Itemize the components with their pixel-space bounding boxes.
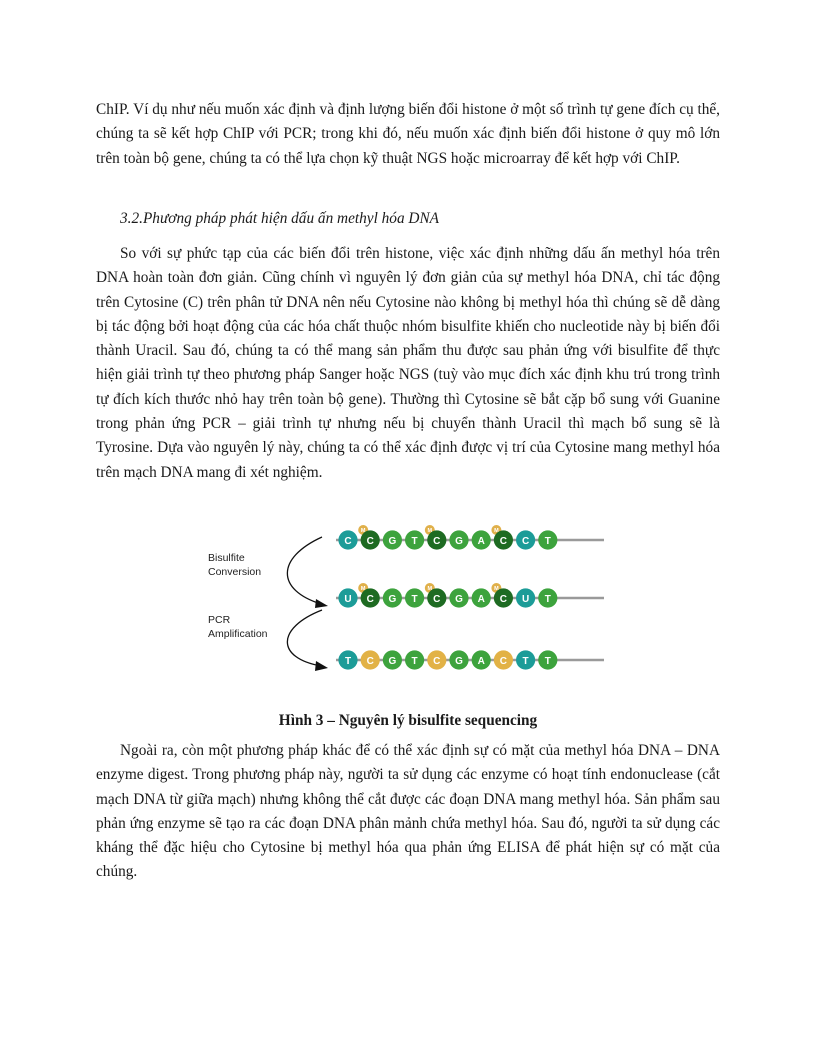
paragraph-chip: ChIP. Ví dụ như nếu muốn xác định và định lượng biến đổi histone ở một số trình tự gene đích cụ thể, chúng ta sẽ kết hợp ChIP với PCR; trong khi đó, nếu muốn xác định biến đổi histone ở quy mô lớn trên toàn bộ gene, chúng ta có thể lựa chọn kỹ thuật NGS hoặc microarray để kết hợp với ChIP. xyxy=(96,101,720,167)
nucleotide-label: T xyxy=(544,594,551,605)
methyl-label: M xyxy=(360,586,366,592)
nucleotide-label: T xyxy=(522,656,529,667)
methyl-label: M xyxy=(427,586,433,592)
nucleotide-label: C xyxy=(366,594,374,605)
nucleotide-label: C xyxy=(499,594,508,605)
nucleotide-label: C xyxy=(366,656,374,667)
paragraph-enzyme-digest: Ngoài ra, còn một phương pháp khác để có thể xác định sự có mặt của methyl hóa DNA – DNA enzyme digest. Trong phương pháp này, người ta sử dụng các enzyme có hoạt tính endonuclease (cắt mạch DNA từ giữa mạch) nhưng không thể cắt được các đoạn DNA mang methyl hóa. Sản phẩm sau phản ứng enzyme sẽ tạo ra các đoạn DNA phân mảnh chứa methyl hóa. Sau đó, người ta sử dụng các kháng thể đặc hiệu cho Cytosine bị methyl hóa qua phản ứng ELISA để phát hiện sự có mặt của chúng. xyxy=(96,742,720,881)
arrowhead-pcr xyxy=(315,661,328,671)
label-pcr-2: Amplification xyxy=(208,628,268,640)
nucleotide-label: C xyxy=(366,536,374,547)
nucleotide-label: A xyxy=(477,536,485,547)
nucleotide-label: G xyxy=(388,594,397,605)
nucleotide-label: C xyxy=(499,536,508,547)
nucleotide-label: C xyxy=(499,656,508,667)
arrow-pcr xyxy=(287,610,322,666)
nucleotide-label: C xyxy=(521,536,530,547)
nucleotide-label: U xyxy=(344,594,352,605)
nucleotide-label: T xyxy=(411,656,418,667)
nucleotide-label: G xyxy=(388,536,397,547)
methyl-label: M xyxy=(494,586,499,592)
nucleotide-label: T xyxy=(411,536,418,547)
paragraph-methylation: So với sự phức tạp của các biến đổi trên histone, việc xác định những dấu ấn methyl hóa trên DNA hoàn toàn đơn giản. Cũng chính vì nguyên lý đơn giản của sự methyl hóa DNA, chỉ tác động trên Cytosine (C) trên phân tử DNA nên nếu Cytosine nào không bị methyl hóa thì chúng sẽ dễ dàng bị tác động bởi hoạt động của các hóa chất thuộc nhóm bisulfite khiến cho nucleotide này bị biến đổi thành Uracil. Sau đó, chúng ta có thể mang sản phẩm thu được sau phản ứng với bisulfite để thực hiện giải trình tự theo phương pháp Sanger hoặc NGS (tuỳ vào mục đích xác định khu trú trong trình tự đích kích thước nhỏ hay trên toàn bộ gene). Thường thì Cytosine sẽ bắt cặp bổ sung với Guanine trong phản ứng PCR – giải trình tự nhưng nếu bị chuyển thành Uracil thì mạch bổ sung sẽ là Tyrosine. Dựa vào nguyên lý này, chúng ta có thể xác định được vị trí của Cytosine mang methyl hóa trên mạch DNA mang đi xét nghiệm. xyxy=(96,245,720,481)
label-pcr-1: PCR xyxy=(208,614,231,626)
nucleotide-label: T xyxy=(411,594,418,605)
nucleotide-label: C xyxy=(433,656,441,667)
label-bisulfite-1: Bisulfite xyxy=(208,552,245,564)
nucleotide-label: A xyxy=(477,656,485,667)
label-bisulfite-2: Conversion xyxy=(208,566,262,578)
nucleotide-label: A xyxy=(477,594,485,605)
dna-strands xyxy=(336,525,604,670)
methyl-label: M xyxy=(360,528,366,534)
nucleotide-label: C xyxy=(344,536,352,547)
nucleotide-label: T xyxy=(544,536,551,547)
bisulfite-figure xyxy=(206,500,626,680)
nucleotide-label: G xyxy=(455,536,463,547)
nucleotide-label: G xyxy=(455,656,463,667)
nucleotide-label: G xyxy=(455,594,463,605)
nucleotide-label: T xyxy=(544,656,551,667)
nucleotide-label: G xyxy=(388,656,397,667)
methyl-label: M xyxy=(427,528,433,534)
nucleotide-label: U xyxy=(521,594,530,605)
nucleotide-label: C xyxy=(433,536,441,547)
methyl-label: M xyxy=(494,528,499,534)
nucleotide-label: C xyxy=(433,594,441,605)
arrowhead-bisulfite xyxy=(315,599,328,608)
arrow-bisulfite xyxy=(287,537,322,604)
section-heading: 3.2.Phương pháp phát hiện dấu ấn methyl hóa DNA xyxy=(120,210,440,227)
figure-caption: Hình 3 – Nguyên lý bisulfite sequencing xyxy=(278,712,538,729)
nucleotide-label: T xyxy=(344,656,352,667)
